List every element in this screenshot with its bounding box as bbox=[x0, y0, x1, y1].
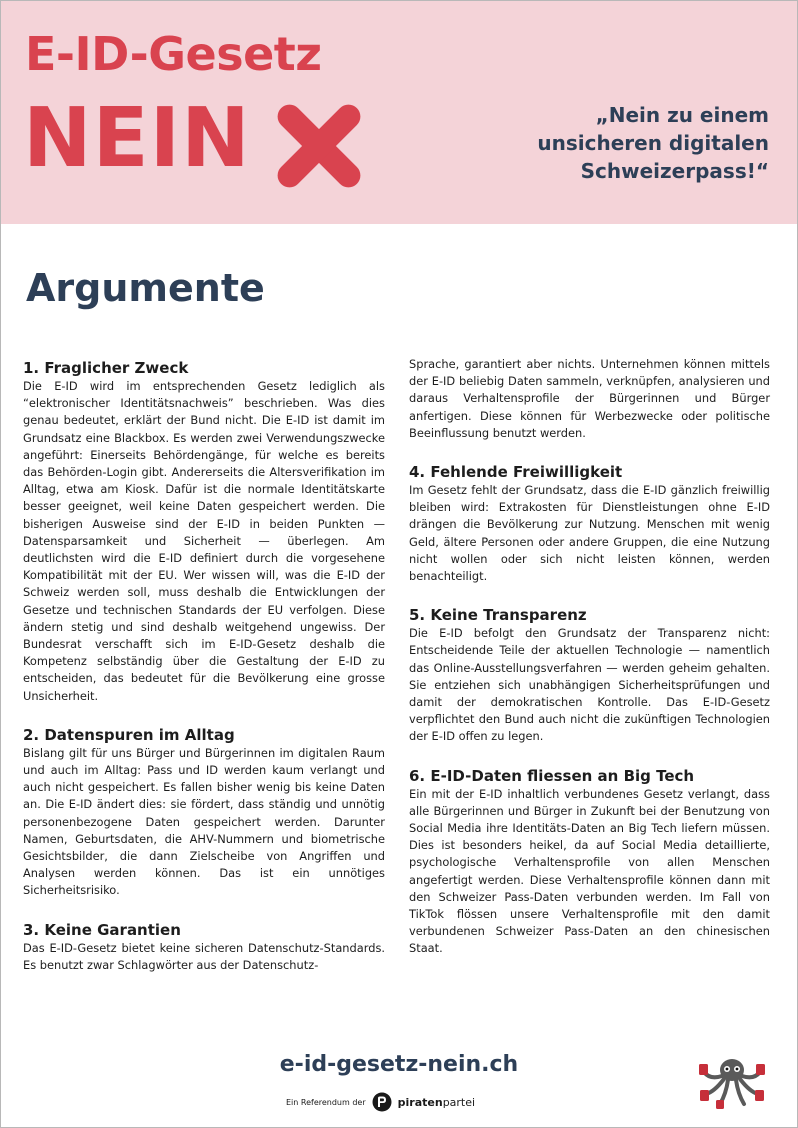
footer-url-link[interactable]: e-id-gesetz-nein.ch bbox=[279, 1052, 519, 1077]
argument-body-part2: Sprache, garantiert aber nichts. Unternehmen können mittels der E-ID beliebig Daten sammeln, verknüpfen, analysieren und daraus Verhaltensprofile der Bürgerinnen und Bürger anfertigen. Diese können für Werbezwecke oder politische Beeinflussung benutzt werden. bbox=[409, 357, 770, 440]
argument-title: 1. Fraglicher Zweck bbox=[23, 359, 189, 377]
argument-1 bbox=[23, 358, 385, 705]
argument-title: 4. Fehlende Freiwilligkeit bbox=[409, 463, 623, 482]
octopus-mascot-icon bbox=[696, 1050, 768, 1110]
argument-3 bbox=[23, 920, 385, 974]
pirate-party-logo-icon bbox=[372, 1092, 392, 1112]
party-name-part2: partei bbox=[442, 1095, 476, 1109]
header-banner bbox=[1, 1, 797, 224]
title-nein: NEIN bbox=[23, 91, 251, 186]
slogan: „Nein zu einem unsicheren digitalen Schweizerpass!“ bbox=[537, 103, 769, 183]
party-name-part1: piraten bbox=[397, 1095, 443, 1109]
argument-4 bbox=[409, 462, 770, 585]
argument-body: Ein mit der E-ID inhaltlich verbundenes Gesetz verlangt, dass alle Bürgerinnen und Bürger in Zukunft bei der Benutzung von Social Media ihre Identitäts-Daten an Big Tech liefern müssen. Dies ist besonders heikel, da auf Social Media detaillierte, psychologische Verhaltensprofile von allen Menschen angefertigt werden. Diese Verhaltensprofile können dann mit den Schweizer Pass-Daten verbunden werden. Im Fall von TikTok flössen unsere Verhaltensprofile mit den damit verbundenen Schweizer Pass-Daten an den chinesischen Staat. bbox=[409, 786, 770, 956]
argument-body-part1: Das E-ID-Gesetz bietet keine sicheren Datenschutz-Standards. Es benutzt zwar Schlagwörter aus der Datenschutz- bbox=[23, 940, 385, 972]
argument-title: 2. Datenspuren im Alltag bbox=[23, 725, 235, 744]
argument-body: Bislang gilt für uns Bürger und Bürgerinnen im digitalen Raum und auch im Alltag: Pass und ID werden kaum verlangt und auch nicht gespeichert. Es fallen bisher wenig bis keine Daten an. Die E-ID ändert dies: sie fördert, dass ständig und unnötig personenbezogene Daten gespeichert werden. Darunter Namen, Geburtsdaten, die AHV-Nummern und biometrische Gesichtsbilder, die dann Zielscheibe von Angriffen und Analysen werden können. Das ist ein unnötiges Sicherheitsrisiko. bbox=[23, 745, 385, 898]
argument-title: 5. Keine Transparenz bbox=[409, 606, 587, 625]
argument-body: Im Gesetz fehlt der Grundsatz, dass die E-ID gänzlich freiwillig bleiben wird: Extrakosten für Dienstleistungen ohne E-ID drängen die Bevölkerung zur Nutzung. Menschen mit wenig Geld, ältere Personen oder andere Gruppen, die eine Nutzung nicht wollen oder sich nicht leisten können, werden benachteiligt. bbox=[409, 483, 770, 584]
argument-body: Die E-ID befolgt den Grundsatz der Transparenz nicht: Entscheidende Teile der aktuellen Technologie — namentlich das Online-Ausstellungsverfahren — werden geheim gehalten. Sie entziehen sich unabhängigen Sicherheitsprüfungen und damit der demokratischen Kontrolle. Das E-ID-Gesetz verpflichtet den Bund auch nicht die zukünftigen Technologien der E-ID offen zu legen. bbox=[409, 626, 770, 744]
title-line1: E-ID-Gesetz bbox=[25, 27, 322, 81]
argument-3-continued bbox=[409, 356, 770, 442]
argument-2 bbox=[23, 725, 385, 900]
section-title: Argumente bbox=[26, 266, 265, 310]
column-left bbox=[23, 358, 385, 994]
argument-5 bbox=[409, 605, 770, 745]
footer-credit bbox=[286, 1090, 475, 1114]
argument-body: Die E-ID wird im entsprechenden Gesetz lediglich als “elektronischer Identitätsnachweis” beschrieben. Was dies genau bedeutet, erklärt der Bund nicht. Die E-ID ist damit im Grundsatz eine Blackbox. Es werden zwei Verwendungszwecke angeführt: Einerseits Behördengänge, für welche es bereits das Behörden-Login gibt. Andererseits die Altersverifikation im Alltag, etwa am Kiosk. Dafür ist die normale Identitätskarte besser geeignet, weil keine Daten gespeichert werden. Die bisherigen Ausweise sind der E-ID in beiden Punkten — Datensparsamkeit und Sicherheit — überlegen. Am deutlichsten wird die E-ID definiert durch die vorgesehene Kompatibilität mit der EU. Wer wissen will, was die E-ID der Schweiz werden soll, muss deshalb die Entwicklungen der Gesetze und technischen Standards der EU verfolgen. Diese ändern stetig und sind deshalb weitgehend ungewiss. Der Bundesrat verschafft sich im E-ID-Gesetz deshalb die Kompetenz selbständig über die Gestaltung der E-ID zu entscheiden, das bedeutet für die Bevölkerung eine grosse Unsicherheit. bbox=[23, 379, 385, 703]
party-name bbox=[398, 1096, 475, 1109]
credit-text: Ein Referendum der bbox=[286, 1097, 366, 1107]
x-mark-icon bbox=[273, 100, 365, 192]
argument-title: 3. Keine Garantien bbox=[23, 920, 181, 939]
column-right bbox=[409, 356, 770, 978]
argument-title: 6. E-ID-Daten fliessen an Big Tech bbox=[409, 766, 695, 785]
argument-6 bbox=[409, 766, 770, 958]
